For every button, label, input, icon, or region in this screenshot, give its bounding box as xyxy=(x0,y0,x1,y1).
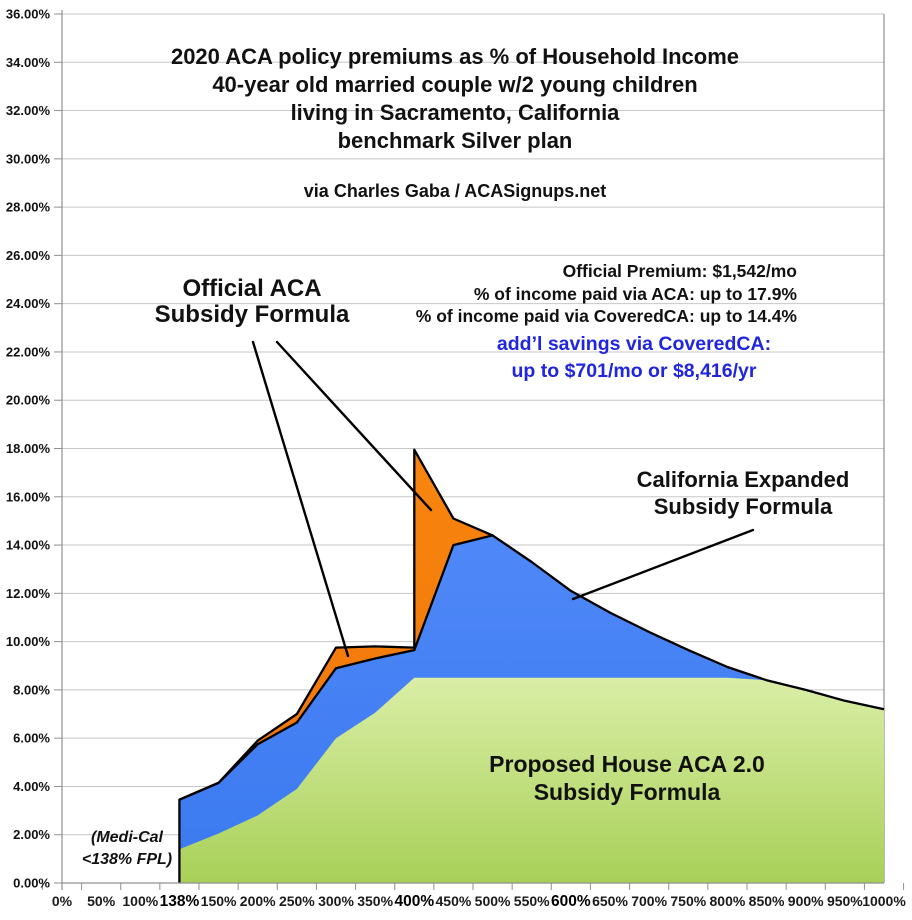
x-axis-tick-label: 500% xyxy=(474,893,511,909)
x-axis-tick-label: 300% xyxy=(318,893,354,909)
chart-title-line4: benchmark Silver plan xyxy=(337,128,573,153)
y-axis-tick-label: 28.00% xyxy=(5,199,50,215)
y-axis-tick-label: 30.00% xyxy=(5,151,50,167)
y-axis-tick-label: 18.00% xyxy=(5,441,50,456)
medical-note-line1: (Medi-Cal xyxy=(91,829,163,846)
official-aca-label-line1: Official ACA xyxy=(182,275,322,302)
y-axis-tick-label: 16.00% xyxy=(5,489,50,505)
x-axis-tick-label: 0% xyxy=(51,893,73,909)
x-axis-tick-label: 1000% xyxy=(862,893,906,909)
chart-title-line1: 2020 ACA policy premiums as % of Household Income xyxy=(170,44,740,69)
leader-line xyxy=(573,530,753,599)
y-axis-tick-label: 14.00% xyxy=(5,537,50,553)
y-axis-tick-label: 34.00% xyxy=(5,54,50,70)
x-axis-tick-label: 850% xyxy=(748,893,785,909)
y-axis-tick-label: 32.00% xyxy=(5,103,50,119)
x-axis-tick-label: 250% xyxy=(278,893,315,909)
house-aca-label-line2: Subsidy Formula xyxy=(533,779,721,805)
x-axis-tick-label: 800% xyxy=(709,893,746,909)
y-axis-tick-label: 10.00% xyxy=(5,634,50,650)
y-axis-tick-label: 36.00% xyxy=(5,6,50,22)
official-aca-label-line2: Subsidy Formula xyxy=(154,301,350,328)
y-axis-tick-label: 20.00% xyxy=(5,392,50,408)
california-expanded-label-line1: California Expanded xyxy=(636,467,850,492)
chart-title-line3: living in Sacramento, California xyxy=(290,100,620,125)
chart-credit: via Charles Gaba / ACASignups.net xyxy=(303,181,607,201)
x-axis-tick-label: 50% xyxy=(87,893,116,909)
y-axis-tick-label: 4.00% xyxy=(13,778,50,794)
y-axis-tick-label: 24.00% xyxy=(5,296,50,312)
chart-title-line2: 40-year old married couple w/2 young children xyxy=(212,72,698,97)
official-premium-note: Official Premium: $1,542/mo xyxy=(562,261,797,281)
coveredca-percent-note: % of income paid via CoveredCA: up to 14.4% xyxy=(415,306,797,326)
x-axis-tick-label: 700% xyxy=(631,893,668,909)
savings-note-line1: add’l savings via CoveredCA: xyxy=(496,333,772,355)
house-aca-label-line1: Proposed House ACA 2.0 xyxy=(489,751,765,777)
y-axis-tick-label: 8.00% xyxy=(13,682,50,698)
y-axis-tick-label: 26.00% xyxy=(5,247,50,263)
savings-note-line2: up to $701/mo or $8,416/yr xyxy=(511,360,757,382)
leader-line xyxy=(253,342,348,656)
x-axis-tick-label: 200% xyxy=(239,893,276,909)
x-axis-tick-label: 400% xyxy=(394,893,435,910)
y-axis-tick-label: 2.00% xyxy=(13,827,50,843)
california-expanded-label-line2: Subsidy Formula xyxy=(653,494,833,519)
x-axis-tick-label: 138% xyxy=(159,893,200,910)
x-axis-tick-label: 150% xyxy=(200,893,237,909)
y-axis-tick-label: 22.00% xyxy=(5,344,50,360)
x-axis-tick-label: 450% xyxy=(435,893,472,909)
aca-percent-note: % of income paid via ACA: up to 17.9% xyxy=(473,284,797,304)
x-axis-tick-label: 900% xyxy=(787,893,824,909)
x-axis-tick-label: 600% xyxy=(551,893,591,910)
x-axis-tick-label: 750% xyxy=(670,893,707,909)
y-axis-tick-label: 12.00% xyxy=(5,585,50,601)
leader-line xyxy=(277,342,431,510)
y-axis-tick-label: 0.00% xyxy=(13,875,50,891)
x-axis-tick-label: 950% xyxy=(826,893,863,909)
x-axis-tick-label: 350% xyxy=(357,893,394,909)
medical-note-line2: <138% FPL) xyxy=(81,851,173,868)
x-axis-tick-label: 100% xyxy=(122,893,159,909)
y-axis-tick-label: 6.00% xyxy=(13,730,50,746)
x-axis-tick-label: 550% xyxy=(513,893,550,909)
x-axis-tick-label: 650% xyxy=(592,893,628,909)
